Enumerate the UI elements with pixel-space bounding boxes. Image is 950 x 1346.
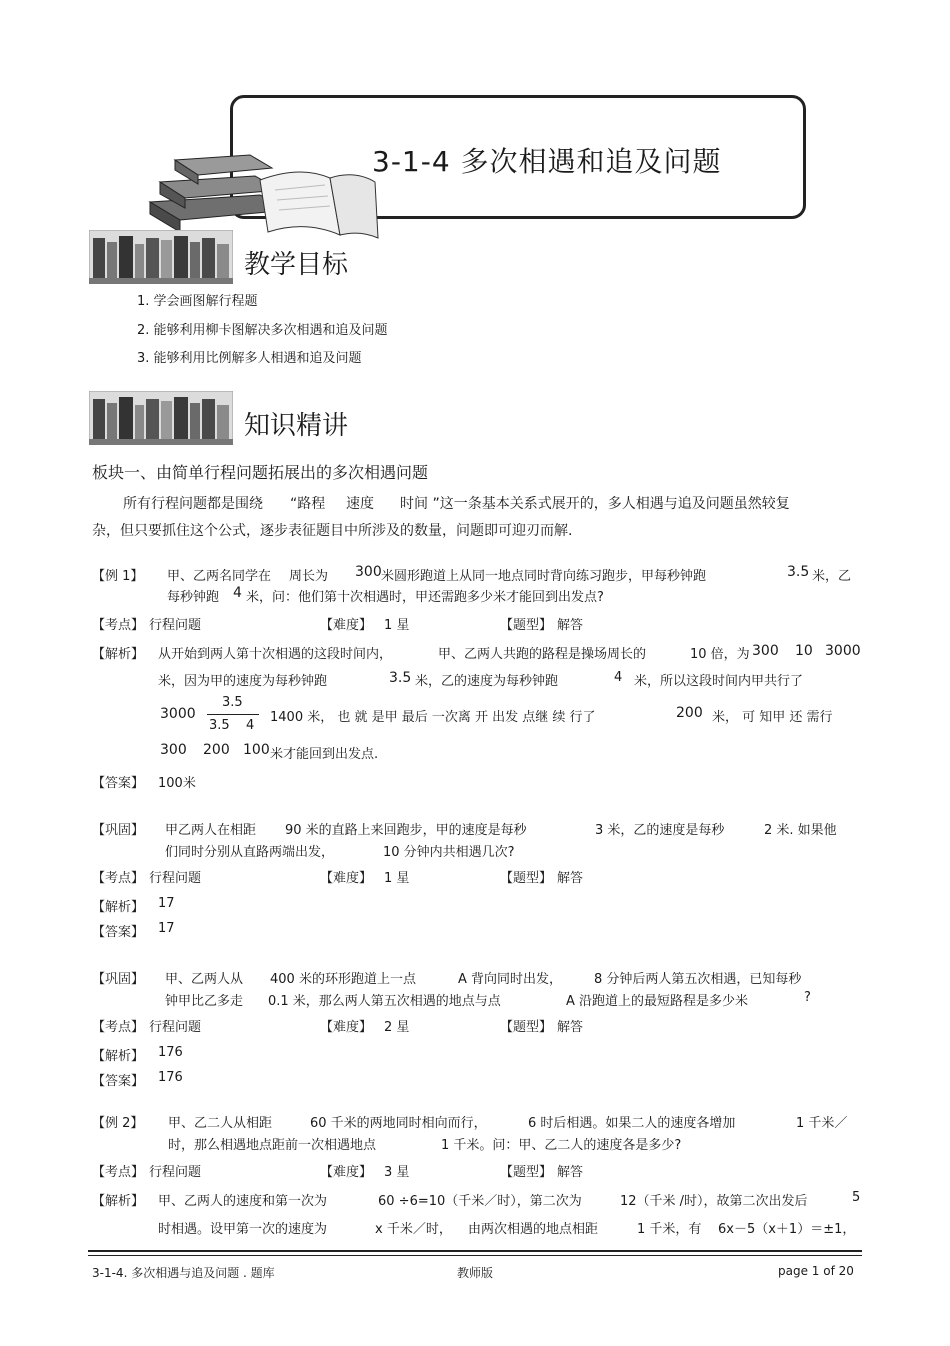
footer-center: 教师版 xyxy=(457,1266,494,1280)
daan-label: 【答案】 xyxy=(92,1074,145,1089)
intro-text: 所有行程问题都是围绕 xyxy=(123,496,263,512)
nandu-label: 【难度】 xyxy=(320,618,373,633)
answer-value: 176 xyxy=(158,1070,183,1085)
tixing-label: 【题型】 xyxy=(500,618,553,633)
problem-text: 们同时分别从直路两端出发， xyxy=(165,845,335,860)
kaodian-value: 行程问题 xyxy=(149,618,202,633)
solution-text: x 千米／时， xyxy=(375,1222,452,1237)
nandu-label: 【难度】 xyxy=(320,1020,373,1035)
problem-number: 3.5 xyxy=(787,564,810,580)
objective-item: 2. 能够利用柳卡图解决多次相遇和追及问题 xyxy=(137,323,388,338)
problem-text: 米圆形跑道上从同一地点同时背向练习跑步，甲每秒钟跑 xyxy=(381,569,707,584)
problem-text: 米，问：他们第十次相遇时，甲还需跑多少米才能回到出发点? xyxy=(246,590,604,605)
kaodian-value: 行程问题 xyxy=(149,1165,202,1180)
solution-number: 300 xyxy=(752,643,779,659)
objective-item: 1. 学会画图解行程题 xyxy=(137,294,258,309)
tixing-label: 【题型】 xyxy=(500,871,553,886)
jiexi-label: 【解析】 xyxy=(92,1194,145,1209)
jiexi-label: 【解析】 xyxy=(92,1049,145,1064)
books-shelf-icon xyxy=(89,230,233,284)
solution-number: 200 xyxy=(676,705,703,721)
kaodian-value: 行程问题 xyxy=(149,1020,202,1035)
problem-text: 甲、乙二人从相距 xyxy=(168,1116,273,1131)
problem-text: 2 米. 如果他 xyxy=(764,823,837,838)
solution-text: 从开始到两人第十次相遇的这段时间内， xyxy=(158,647,393,662)
jiexi-label: 【解析】 xyxy=(92,647,145,662)
nandu-value: 1 星 xyxy=(384,618,410,633)
fraction-denominator: 4 xyxy=(246,718,255,733)
footer-rule xyxy=(88,1250,862,1252)
solution-text: 米，所以这段时间内甲共行了 xyxy=(634,674,804,689)
problem-text: A 沿跑道上的最短路程是多少米 xyxy=(566,994,749,1009)
nandu-label: 【难度】 xyxy=(320,1165,373,1180)
books-shelf-icon xyxy=(89,391,233,445)
solution-text: 米，因为甲的速度为每秒钟跑 xyxy=(158,674,328,689)
fraction-denominator: 3.5 xyxy=(209,718,230,733)
formula-number: 3000 xyxy=(160,706,196,722)
intro-text: 速度 xyxy=(346,496,374,512)
problem-text: A 背向同时出发， xyxy=(458,972,563,987)
kaodian-label: 【考点】 xyxy=(92,1020,145,1035)
jiexi-value: 17 xyxy=(158,896,175,911)
intro-text: “路程 xyxy=(290,496,326,512)
solution-number: 100 xyxy=(243,742,270,758)
solution-text: 由两次相遇的地点相距 xyxy=(468,1222,599,1237)
solution-number: 3000 xyxy=(825,643,861,659)
daan-label: 【答案】 xyxy=(92,776,145,791)
example-tag: 【例 1】 xyxy=(92,569,144,584)
problem-text: 400 米的环形跑道上一点 xyxy=(270,972,416,987)
books-illustration xyxy=(140,140,380,240)
solution-text: 甲、乙两人共跑的路程是操场周长的 xyxy=(438,647,647,662)
problem-text: 时，那么相遇地点距前一次相遇地点 xyxy=(168,1138,377,1153)
problem-text: 甲、乙两人从 xyxy=(165,972,244,987)
problem-text: 90 米的直路上来回跑步，甲的速度是每秒 xyxy=(285,823,527,838)
solution-text: 1400 米， 也 就 是甲 最后 一次离 开 出发 点继 续 行了 xyxy=(270,710,596,725)
problem-text: 每秒钟跑 xyxy=(167,590,220,605)
problem-text: 0.1 米，那么两人第五次相遇的地点与点 xyxy=(268,994,501,1009)
solution-text: 6x－5（x＋1）＝±1， xyxy=(718,1222,856,1237)
tixing-value: 解答 xyxy=(557,1165,584,1180)
block-title: 板块一、由简单行程问题拓展出的多次相遇问题 xyxy=(92,463,429,482)
solution-number: 3.5 xyxy=(389,670,412,686)
nandu-value: 2 星 xyxy=(384,1020,410,1035)
solution-text: 米，乙的速度为每秒钟跑 xyxy=(415,674,559,689)
problem-text: 60 千米的两地同时相向而行， xyxy=(310,1116,487,1131)
kaodian-value: 行程问题 xyxy=(149,871,202,886)
tixing-value: 解答 xyxy=(557,871,584,886)
kaodian-label: 【考点】 xyxy=(92,1165,145,1180)
solution-number: 200 xyxy=(203,742,230,758)
footer-left: 3-1-4. 多次相遇与追及问题 . 题库 xyxy=(92,1266,275,1280)
tixing-value: 解答 xyxy=(557,1020,584,1035)
tixing-label: 【题型】 xyxy=(500,1165,553,1180)
answer-value: 17 xyxy=(158,921,175,936)
solution-text: 米， 可 知甲 还 需行 xyxy=(712,710,833,725)
nandu-label: 【难度】 xyxy=(320,871,373,886)
problem-number: 4 xyxy=(233,585,242,601)
problem-text: 1 千米／ xyxy=(796,1116,848,1131)
problem-text: 甲乙两人在相距 xyxy=(165,823,257,838)
daan-label: 【答案】 xyxy=(92,925,145,940)
problem-text: 钟甲比乙多走 xyxy=(165,994,244,1009)
intro-text: 杂，但只要抓住这个公式，逐步表征题目中所涉及的数量，问题即可迎刃而解. xyxy=(92,523,573,539)
solution-text: 12（千米 /时），故第二次出发后 xyxy=(620,1194,808,1209)
footer-rule xyxy=(88,1255,862,1256)
solution-text: 甲、乙两人的速度和第一次为 xyxy=(158,1194,328,1209)
jiexi-value: 176 xyxy=(158,1045,183,1060)
nandu-value: 1 星 xyxy=(384,871,410,886)
problem-text: 周长为 xyxy=(289,569,329,584)
tixing-value: 解答 xyxy=(557,618,584,633)
solution-text: 60 ÷6=10（千米／时），第二次为 xyxy=(378,1194,582,1209)
problem-text: 1 千米。问：甲、乙二人的速度各是多少? xyxy=(441,1138,682,1153)
solution-text: 米才能回到出发点. xyxy=(270,747,379,762)
page-title: 3-1-4 多次相遇和追及问题 xyxy=(372,145,722,178)
solution-number: 300 xyxy=(160,742,187,758)
problem-text: 甲、乙两名同学在 xyxy=(167,569,272,584)
footer-page-number: page 1 of 20 xyxy=(778,1264,854,1278)
problem-text: 3 米，乙的速度是每秒 xyxy=(595,823,725,838)
problem-text: 米，乙 xyxy=(812,569,852,584)
example-tag: 【巩固】 xyxy=(92,972,145,987)
nandu-value: 3 星 xyxy=(384,1165,410,1180)
example-tag: 【例 2】 xyxy=(92,1116,144,1131)
kaodian-label: 【考点】 xyxy=(92,618,145,633)
problem-text: 10 分钟内共相遇几次? xyxy=(383,845,515,860)
kaodian-label: 【考点】 xyxy=(92,871,145,886)
problem-text: 6 时后相遇。如果二人的速度各增加 xyxy=(528,1116,736,1131)
example-tag: 【巩固】 xyxy=(92,823,145,838)
solution-text: 5 xyxy=(852,1190,861,1205)
fraction-numerator: 3.5 xyxy=(222,695,243,710)
solution-number: 10 xyxy=(795,643,813,659)
solution-text: 时相遇。设甲第一次的速度为 xyxy=(158,1222,328,1237)
problem-text: 8 分钟后两人第五次相遇，已知每秒 xyxy=(594,972,802,987)
jiexi-label: 【解析】 xyxy=(92,900,145,915)
problem-number: 300 xyxy=(355,564,382,580)
solution-text: 1 千米，有 xyxy=(637,1222,702,1237)
objective-item: 3. 能够利用比例解多人相遇和追及问题 xyxy=(137,351,362,366)
intro-text: 时间 ”这一条基本关系式展开的，多人相遇与追及问题虽然较复 xyxy=(400,496,790,512)
answer-value: 100米 xyxy=(158,776,196,791)
solution-text: 4 xyxy=(614,670,623,685)
solution-text: 10 倍，为 xyxy=(690,647,750,662)
open-book xyxy=(260,172,340,235)
objectives-heading: 教学目标 xyxy=(244,250,349,280)
tixing-label: 【题型】 xyxy=(500,1020,553,1035)
problem-text: ? xyxy=(804,990,811,1005)
fraction-bar xyxy=(207,714,259,715)
knowledge-heading: 知识精讲 xyxy=(244,411,349,441)
